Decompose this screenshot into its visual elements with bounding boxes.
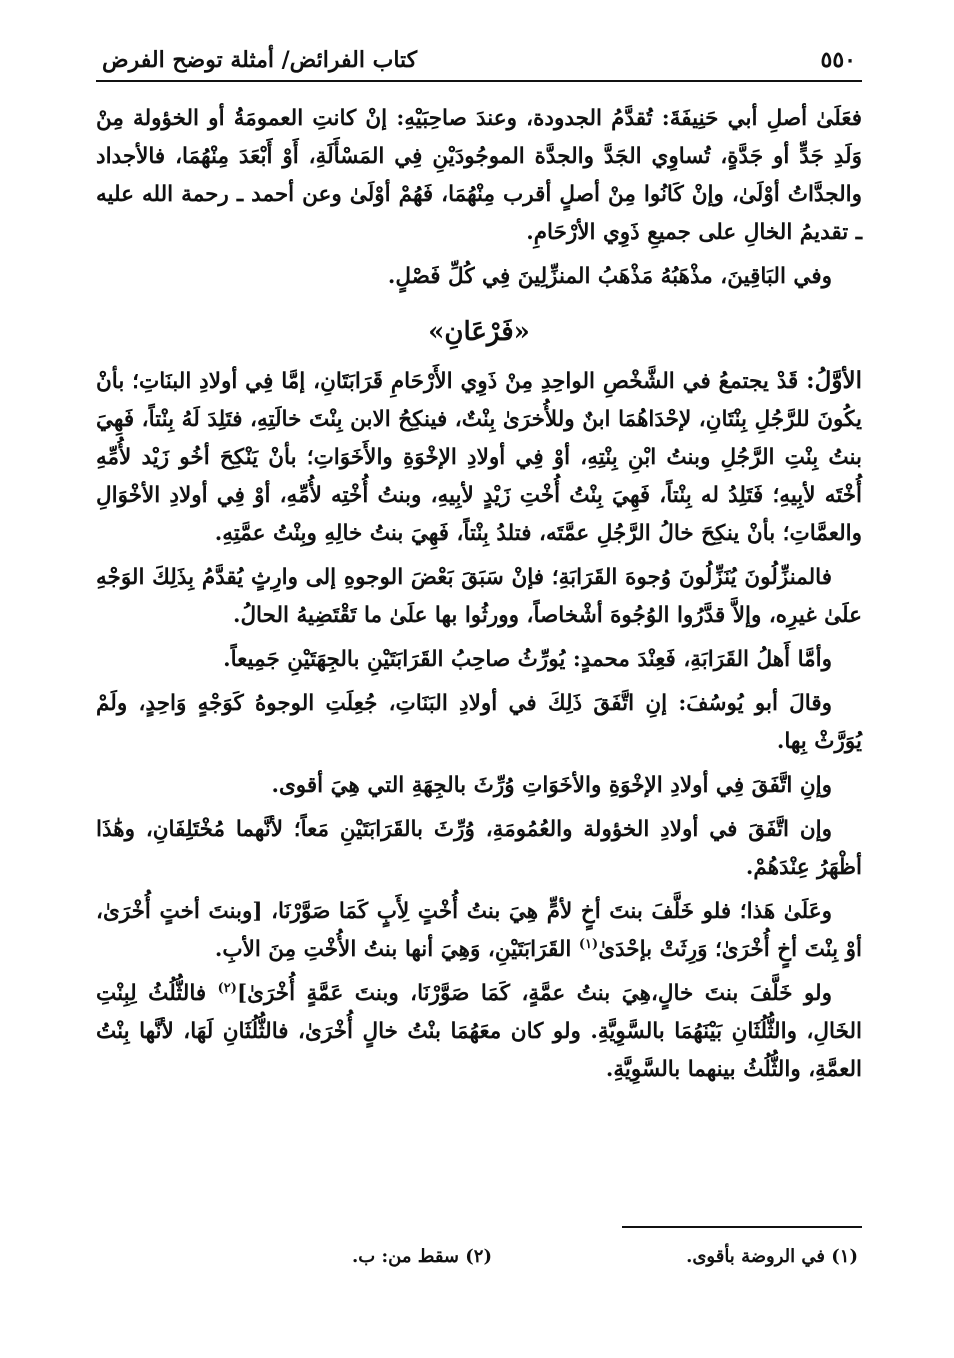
footnote-separator: [622, 1226, 862, 1228]
paragraph: وأمَّا أَهلُ القَرَابَةِ، فَعِنْدَ محمدٍ: يُورِّثُ صاحِبُ القَرَابَتَيْنِ بالجِهَتَيْنِ جَمِيعاً.: [223, 647, 832, 672]
paragraph-with-footnote-1: [96, 893, 862, 969]
main-text: [96, 100, 862, 1089]
paragraph-first-branch: [96, 362, 862, 553]
text-segment: ولو خَلَّفَ بنتَ خالٍ،هِيَ بنتُ عمَّةٍ، كَمَا صَوَّرْنَا، وبنتَ عَمَّةٍ أُخْرَىٰ]: [236, 981, 832, 1006]
paragraph: وفي البَاقِينَ، مذْهَبُهُ مَذْهَبُ المنزِّلِينَ فِي كُلِّ فَصْلٍ.: [387, 264, 832, 289]
footnote: (١) في الروضة بأقوى.: [686, 1246, 858, 1267]
paragraph-with-footnote-2: [96, 975, 862, 1089]
paragraph: وإنِ اتَّفَقَ فِي أولادِ الإخْوَةِ والأخَوَاتِ وُرِّثَ بالجِهَةِ التي هِيَ أقوى.: [271, 773, 832, 798]
book-page: [96, 40, 862, 1330]
branch-text: قَدْ يجتمعُ في الشَّخْصِ الواحِدِ مِنْ ذَوِي الأَرْحَامِ قَرَابَتَانِ، إمَّا فِي أولادِ البنَاتِ؛ بأنْ يكُونَ للرَّجُلِ بِنْتَانِ، لإحْدَاهُمَا ابنٌ وللأُخرَىٰ بِنْتٌ، فينكِحُ الابن بِنْتَ خالَتِهِ، فتَلِدَ لَهُ بِنْتاً، فَهِيَ بنتُ بِنْتِ الرَّجُلِ وبنتُ ابْنِ بِنْتِهِ، أوْ فِي أولادِ الإخْوَةِ والأَخَوَاتِ؛ بأنْ يَنْكِحَ أخُو زَيْد لأُمِّهِ أُخْتَه لأبِيهِ؛ فَتَلِدُ له بِنْتاً، فَهِيَ بِنْتُ أُخْتِ زَيْدٍ لأبِيهِ، وبنتُ أُخْتِه لأُمِّهِ، أوْ فِي أولادِ الأخْوَالِ والعمَّاتِ؛ بأنْ ينكِحَ خالُ الرَّجُلِ عمَّتَه، فتلدُ بِنْتاً، فَهِيَ بنتُ خالِهِ وبِنْتُ عمَّتِهِ.: [96, 369, 862, 546]
running-title: كتاب الفرائض/ أمثلة توضح الفرض: [102, 47, 418, 73]
section-title: «فَرْعَانِ»: [428, 317, 530, 347]
footnote-reference: (٢): [217, 980, 237, 996]
text-segment: فالثُّلُثُ لِبِنْتِ الخَالِ، والثُّلُثَانِ بَيْنَهُمَا بالسَّوِيَّةِ. ولو كان معَهُمَا بنْتُ خالٍ أُخْرَىٰ، فالثُّلُثَانِ لَهَا، لأنَّها بِنْتُ العمَّةِ، والثُّلُثُ بينهما بالسَّوِيَّةِ.: [96, 981, 862, 1082]
footnote: (٢) سقط من: ب.: [352, 1246, 492, 1267]
page-number: ٥٥٠: [820, 47, 856, 73]
footnote-reference: (١): [578, 936, 599, 952]
paragraph: وقالَ أبو يُوسُفَ: إنِ اتَّفَقَ ذَلِكَ في أولادِ البَنَاتِ، جُعِلَتِ الوجوهُ كَوَجْهٍ وَاحِدٍ، ولَمْ يُوَرَّثْ بِها.: [96, 691, 862, 754]
paragraph: فالمنزِّلُونَ يُنَزِّلُونَ وُجوهَ القَرَابَةِ؛ فإنْ سَبَقَ بَعْضَ الوجوهِ إلى وارِثٍ يُقدَّمُ بِذَلِكَ الوَجْهِ علَىٰ غيرِه، وإلاَّ قدَّرُوا الوُجُوهَ أشْخاصاً، وورثُوا بها علَىٰ ما تَقْتَضِيهُ الحالُ.: [96, 565, 862, 628]
text-segment: القَرَابَتَيْنِ، وَهِيَ أنها بنتُ الأُخْتِ مِنَ الأبِ.: [214, 937, 572, 962]
branch-lead: الأوَّلُ:: [806, 367, 862, 394]
text-segment: وعَلَىٰ هَذا؛ فلو خَلَّفَ بنتَ أخٍ لأمٍّ هِيَ بنتُ أُخْتٍ لِأَبٍ كَمَا صَوَّرْنَا، [وبنتَ أختٍ أُخْرَىٰ، أوْ بِنْتَ أخٍ أُخْرَىٰ؛ وَرِثَتْ بإحْدَىٰ: [96, 899, 862, 962]
page-header: [96, 40, 862, 82]
paragraph: فعَلَىٰ أصلِ أبي حَنِيفَةَ: تُقدَّمُ الجدودة، وعندَ صاحِبَيْهِ: إنْ كانتِ العمومَةُ أو الخؤولة مِنْ وَلَدِ جَدٍّ أو جَدَّةٍ، تُساوِي الجَدَّ والجدَّة الموجُودَيْنِ فِي المَسْأَلَةِ، أَوْ أَبْعَدَ مِنْهُمَا، فالأجداد والجدَّاتُ أوْلَىٰ، وإنْ كَانُوا مِنْ أصلٍ أقرب مِنْهُمَا، فَهُمْ أوْلَىٰ وعن أحمد ـ رحمة الله عليه ـ تقديمُ الخالِ على جميعِ ذَوِي الأرْحَامِ.: [96, 106, 862, 245]
paragraph: وإن اتَّفَقَ في أولادِ الخؤولة والعُمُومَةِ، وُرِّثَ بالقَرَابَتَيْنِ مَعاً؛ لأنَّهما مُخْتَلِفَانِ، وهَٰذَا أظْهَرُ عِنْدَهُمْ.: [96, 817, 862, 880]
